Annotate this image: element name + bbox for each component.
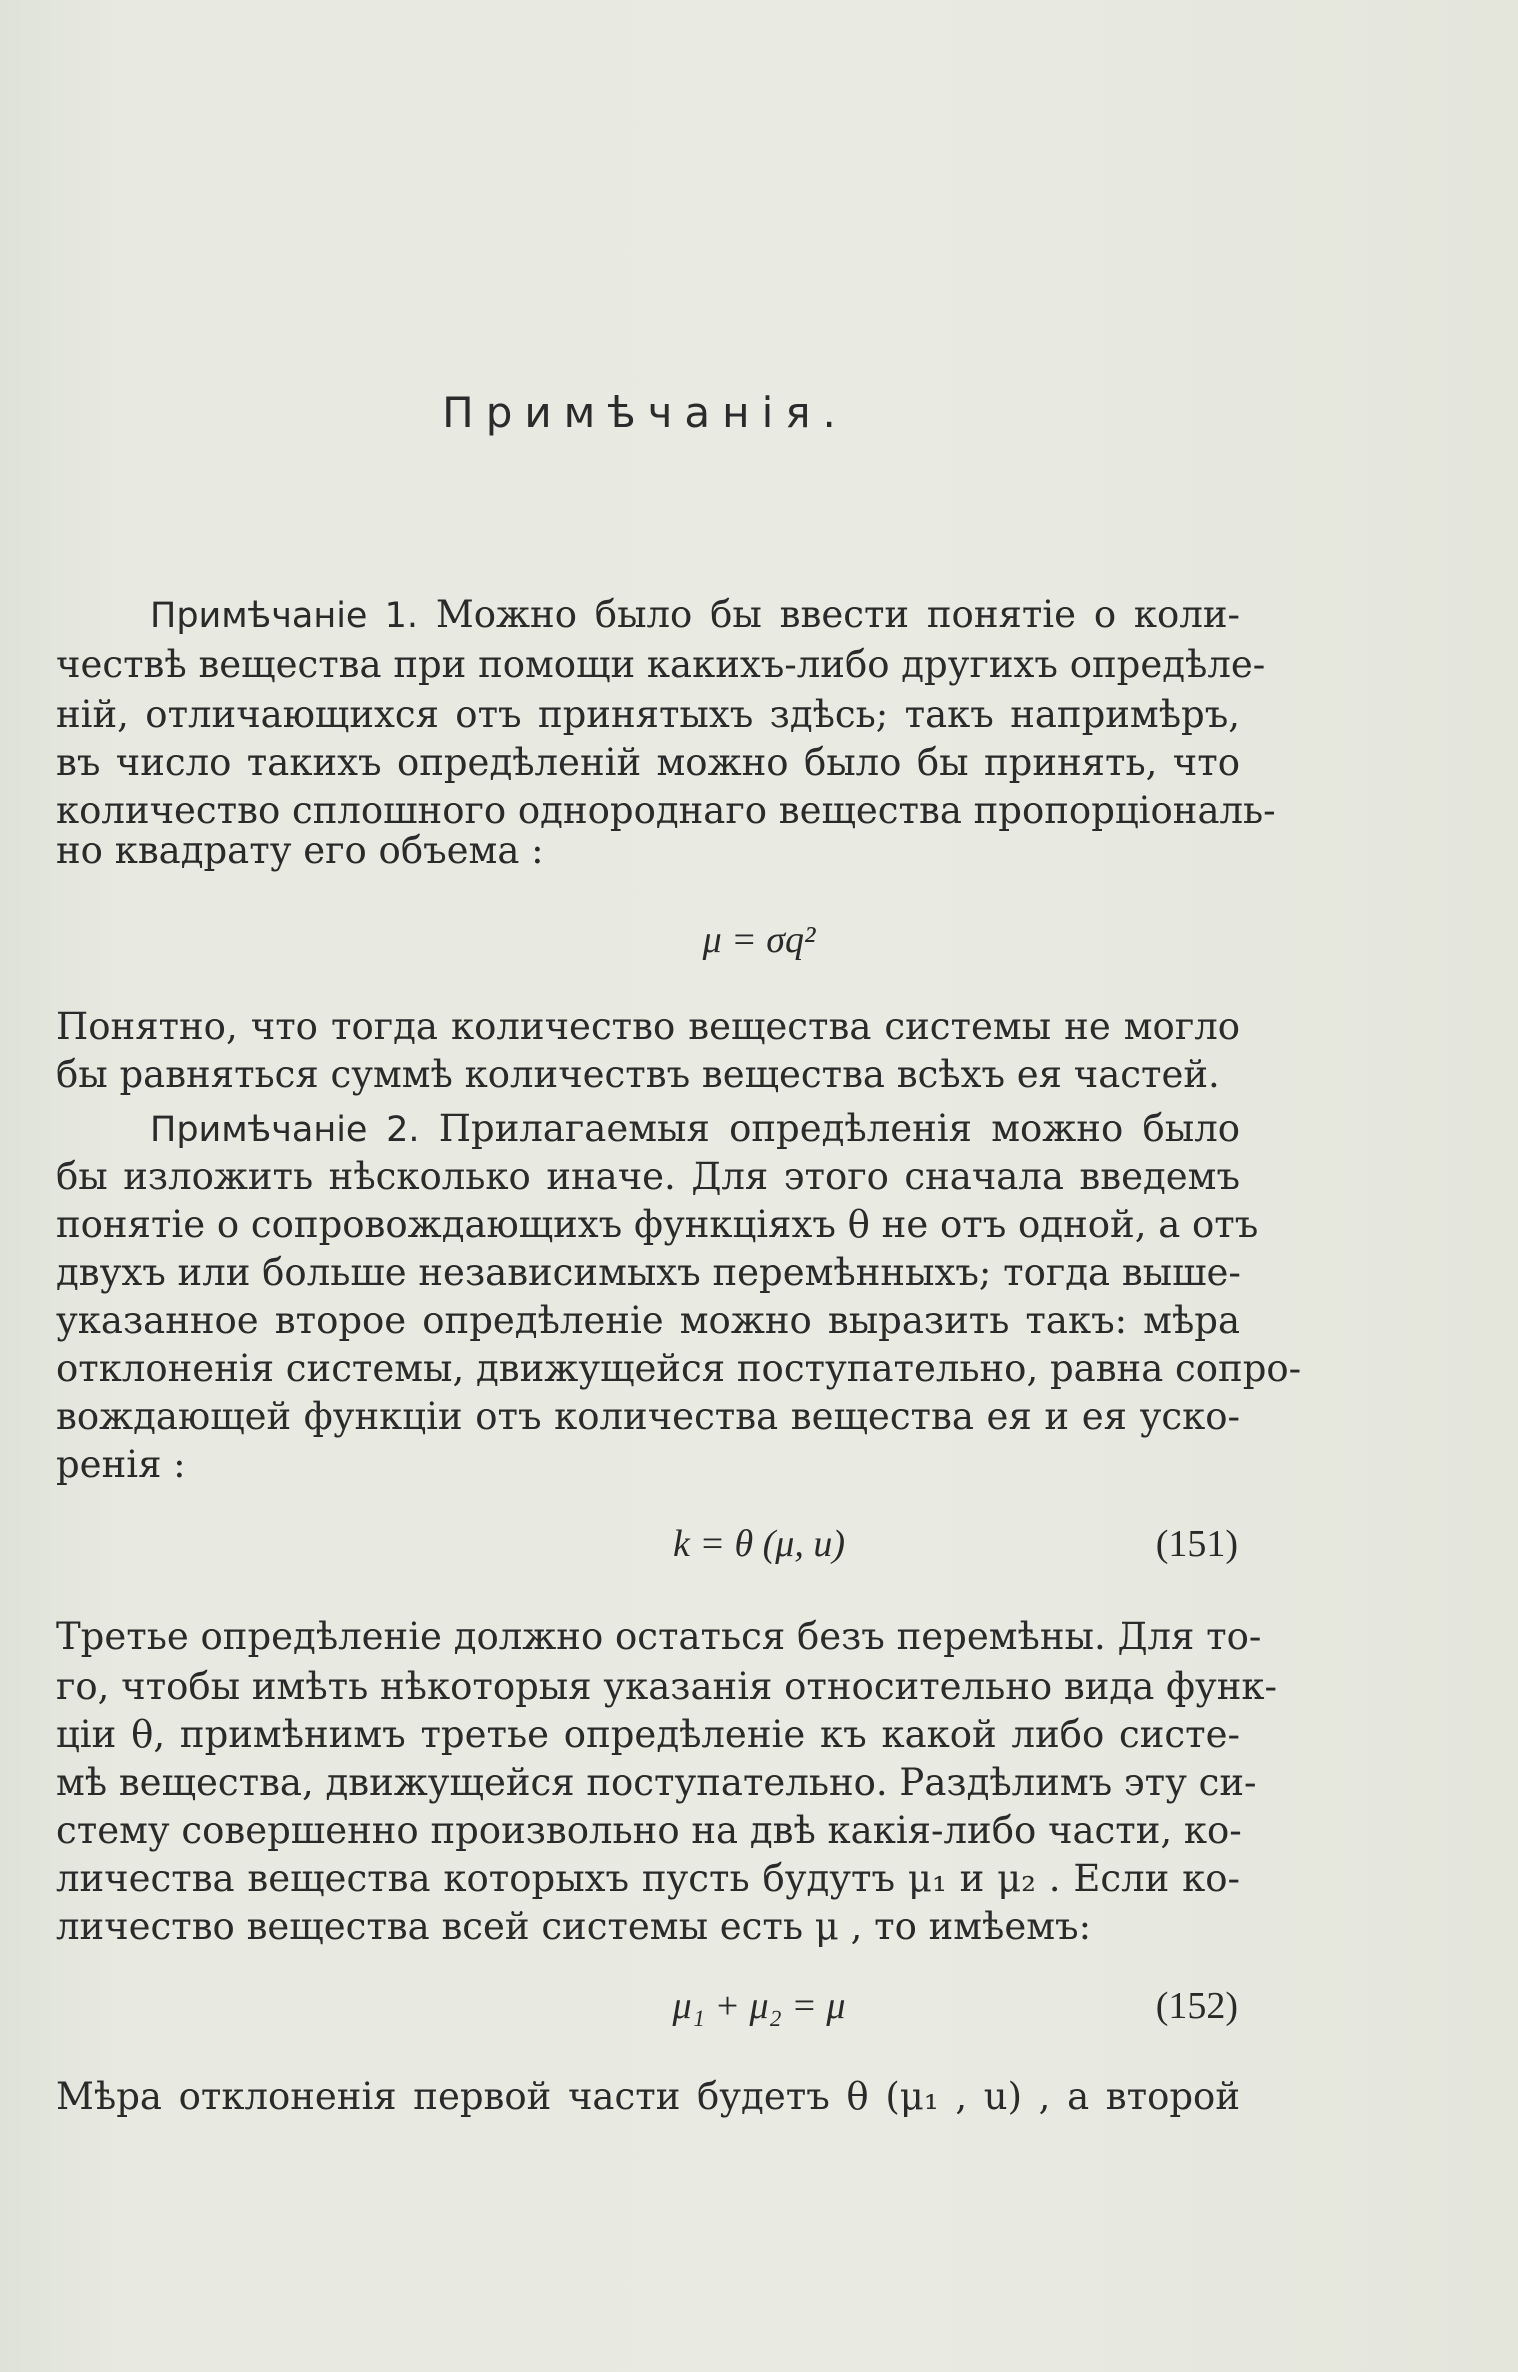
page-title: Примѣчанія.: [442, 388, 848, 437]
note1-line-2: чествѣ вещества при помощи какихъ-либо другихъ опредѣле-: [56, 643, 1266, 686]
note2-line-6: отклоненія системы, движущейся поступательно, равна сопро-: [56, 1347, 1302, 1390]
note2-middle-line-4: мѣ вещества, движущейся поступательно. Раздѣлимъ эту си-: [56, 1761, 1257, 1804]
formula-151: k = θ (μ, u): [672, 1523, 846, 1565]
note1-after-line-2: бы равняться суммѣ количествъ вещества всѣхъ ея частей.: [56, 1053, 1220, 1096]
note2-line-8: ренія :: [56, 1443, 186, 1486]
note1-text-1: Можно было бы ввести понятіе о коли-: [418, 593, 1240, 636]
note2-line-1: [150, 1104, 1240, 1155]
note1-line-6: но квадрату его объема :: [56, 829, 544, 872]
note2-final-line: Мѣра отклоненія первой части будетъ θ (μ₁ , u) , а второй: [56, 2075, 1240, 2118]
note2-middle-line-7: личество вещества всей системы есть μ , то имѣемъ:: [56, 1905, 1092, 1948]
note2-middle-line-5: стему совершенно произвольно на двѣ какія-либо части, ко-: [56, 1809, 1242, 1852]
note2-line-3: понятіе о сопровождающихъ функціяхъ θ не отъ одной, а отъ: [56, 1203, 1259, 1246]
note1-line-1: [150, 590, 1240, 641]
note2-line-7: вождающей функціи отъ количества вещества ея и ея уско-: [56, 1395, 1240, 1438]
note2-line-5: указанное второе опредѣленіе можно выразить такъ: мѣра: [56, 1299, 1240, 1342]
formula-mu-sigma-q: μ = σq²: [702, 919, 816, 961]
note1-after-line-1: Понятно, что тогда количество вещества системы не могло: [56, 1005, 1240, 1048]
note1-label: Примѣчаніе 1.: [150, 596, 419, 636]
note2-middle-line-2: го, чтобы имѣть нѣкоторыя указанія относительно вида функ-: [56, 1665, 1278, 1708]
note2-middle-line-1: Третье опредѣленіе должно остаться безъ перемѣны. Для то-: [56, 1615, 1262, 1658]
note2-text-1: Прилагаемыя опредѣленія можно было: [419, 1107, 1240, 1150]
note1-line-5: количество сплошного однороднаго вещества пропорціональ-: [56, 789, 1276, 832]
equation-number-151: (151): [1155, 1523, 1238, 1565]
equation-number-152: (152): [1155, 1985, 1238, 2027]
note1-line-4: въ число такихъ опредѣленій можно было бы принять, что: [56, 741, 1240, 784]
note1-line-3: ній, отличающихся отъ принятыхъ здѣсь; такъ напримѣръ,: [56, 693, 1240, 736]
note2-label: Примѣчаніе 2.: [150, 1110, 420, 1150]
note2-middle-line-6: личества вещества которыхъ пусть будутъ μ₁ и μ₂ . Если ко-: [56, 1857, 1240, 1900]
formula-152: μ₁ + μ₂ = μ: [672, 1985, 846, 2027]
note2-middle-line-3: ціи θ, примѣнимъ третье опредѣленіе къ какой либо систе-: [56, 1713, 1240, 1756]
note2-line-2: бы изложить нѣсколько иначе. Для этого сначала введемъ: [56, 1155, 1240, 1198]
note2-line-4: двухъ или больше независимыхъ перемѣнныхъ; тогда выше-: [56, 1251, 1241, 1294]
